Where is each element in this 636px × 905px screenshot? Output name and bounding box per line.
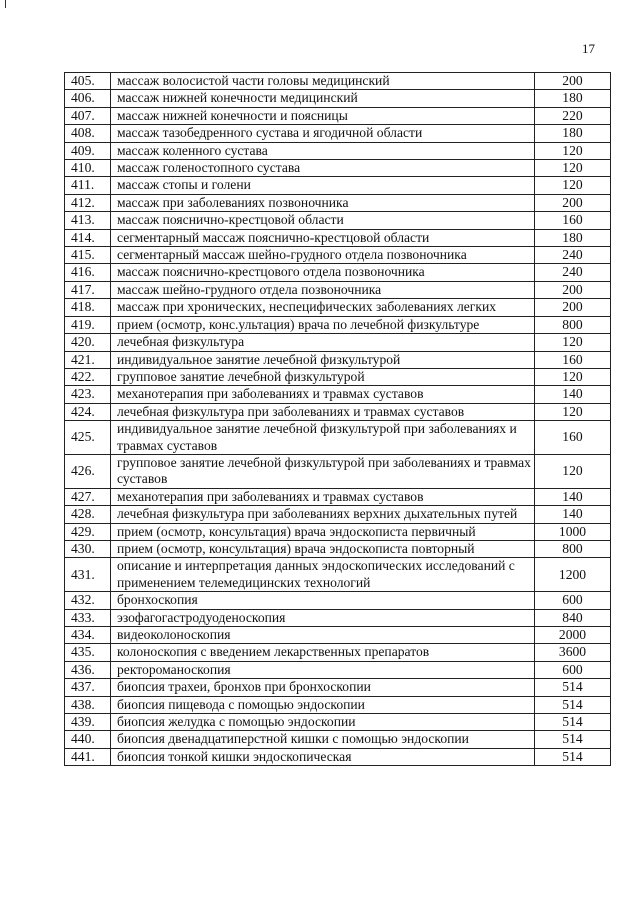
table-row: [65, 506, 611, 523]
row-number: 427.: [65, 488, 111, 505]
service-price: 200: [535, 194, 611, 211]
service-name: индивидуальное занятие лечебной физкультурой при заболеваниях и травмах суставов: [111, 421, 535, 455]
service-price: 120: [535, 160, 611, 177]
service-price: 200: [535, 299, 611, 316]
service-name: массаж голеностопного сустава: [111, 160, 535, 177]
row-number: 412.: [65, 194, 111, 211]
table-body: [65, 73, 611, 766]
row-number: 408.: [65, 125, 111, 142]
row-number: 430.: [65, 540, 111, 557]
service-name: биопсия двенадцатиперстной кишки с помощью эндоскопии: [111, 731, 535, 748]
row-number: 419.: [65, 316, 111, 333]
service-price: 514: [535, 731, 611, 748]
table-row: [65, 386, 611, 403]
row-number: 411.: [65, 177, 111, 194]
service-price: 514: [535, 679, 611, 696]
row-number: 424.: [65, 403, 111, 420]
table-row: [65, 316, 611, 333]
row-number: 406.: [65, 90, 111, 107]
row-number: 437.: [65, 679, 111, 696]
row-number: 435.: [65, 644, 111, 661]
table-row: [65, 264, 611, 281]
service-price: 140: [535, 488, 611, 505]
service-name: прием (осмотр, консультация) врача эндоскописта повторный: [111, 540, 535, 557]
service-name: сегментарный массаж пояснично-крестцовой области: [111, 229, 535, 246]
service-name: групповое занятие лечебной физкультурой: [111, 368, 535, 385]
table-row: [65, 540, 611, 557]
service-name: массаж волосистой части головы медицинский: [111, 73, 535, 90]
table-row: [65, 281, 611, 298]
table-row: [65, 592, 611, 609]
service-price: 600: [535, 661, 611, 678]
row-number: 407.: [65, 107, 111, 124]
table-row: [65, 299, 611, 316]
service-price: 180: [535, 90, 611, 107]
service-price: 180: [535, 125, 611, 142]
table-row: [65, 368, 611, 385]
row-number: 410.: [65, 160, 111, 177]
service-name: групповое занятие лечебной физкультурой при заболеваниях и травмах суставов: [111, 454, 535, 488]
row-number: 416.: [65, 264, 111, 281]
row-number: 431.: [65, 558, 111, 592]
service-name: бронхоскопия: [111, 592, 535, 609]
row-number: 439.: [65, 714, 111, 731]
service-name: лечебная физкультура при заболеваниях верхних дыхательных путей: [111, 506, 535, 523]
service-price: 840: [535, 609, 611, 626]
table-row: [65, 403, 611, 420]
row-number: 426.: [65, 454, 111, 488]
service-price: 120: [535, 142, 611, 159]
row-number: 421.: [65, 351, 111, 368]
table-row: [65, 558, 611, 592]
service-name: массаж нижней конечности и поясницы: [111, 107, 535, 124]
table-row: [65, 90, 611, 107]
table-row: [65, 627, 611, 644]
price-table: [64, 72, 611, 766]
row-number: 409.: [65, 142, 111, 159]
table-row: [65, 454, 611, 488]
row-number: 413.: [65, 212, 111, 229]
table-row: [65, 334, 611, 351]
service-name: биопсия желудка с помощью эндоскопии: [111, 714, 535, 731]
service-price: 220: [535, 107, 611, 124]
service-price: 120: [535, 403, 611, 420]
service-name: массаж нижней конечности медицинский: [111, 90, 535, 107]
table-row: [65, 351, 611, 368]
service-name: ректороманоскопия: [111, 661, 535, 678]
service-name: лечебная физкультура при заболеваниях и травмах суставов: [111, 403, 535, 420]
service-price: 160: [535, 212, 611, 229]
service-price: 180: [535, 229, 611, 246]
row-number: 441.: [65, 748, 111, 765]
service-price: 240: [535, 264, 611, 281]
row-number: 420.: [65, 334, 111, 351]
service-name: индивидуальное занятие лечебной физкультурой: [111, 351, 535, 368]
service-price: 514: [535, 748, 611, 765]
service-name: видеоколоноскопия: [111, 627, 535, 644]
service-name: прием (осмотр, конс.ультация) врача по лечебной физкультуре: [111, 316, 535, 333]
table-row: [65, 177, 611, 194]
table-row: [65, 194, 611, 211]
service-price: 160: [535, 351, 611, 368]
service-name: массаж при хронических, неспецифических заболеваниях легких: [111, 299, 535, 316]
service-name: биопсия трахеи, бронхов при бронхоскопии: [111, 679, 535, 696]
row-number: 429.: [65, 523, 111, 540]
service-name: массаж шейно-грудного отдела позвоночника: [111, 281, 535, 298]
scan-mark: [5, 0, 6, 8]
service-name: массаж пояснично-крестцового отдела позвоночника: [111, 264, 535, 281]
table-row: [65, 679, 611, 696]
service-name: массаж пояснично-крестцовой области: [111, 212, 535, 229]
service-price: 200: [535, 73, 611, 90]
service-price: 160: [535, 421, 611, 455]
table-row: [65, 160, 611, 177]
service-price: 800: [535, 540, 611, 557]
service-price: 1200: [535, 558, 611, 592]
row-number: 417.: [65, 281, 111, 298]
row-number: 438.: [65, 696, 111, 713]
row-number: 436.: [65, 661, 111, 678]
row-number: 428.: [65, 506, 111, 523]
service-name: механотерапия при заболеваниях и травмах суставов: [111, 488, 535, 505]
service-name: массаж тазобедренного сустава и ягодичной области: [111, 125, 535, 142]
table-row: [65, 488, 611, 505]
service-name: механотерапия при заболеваниях и травмах суставов: [111, 386, 535, 403]
table-row: [65, 523, 611, 540]
service-name: биопсия тонкой кишки эндоскопическая: [111, 748, 535, 765]
service-price: 514: [535, 714, 611, 731]
table-row: [65, 212, 611, 229]
service-price: 1000: [535, 523, 611, 540]
row-number: 422.: [65, 368, 111, 385]
table-row: [65, 247, 611, 264]
service-price: 200: [535, 281, 611, 298]
service-price: 3600: [535, 644, 611, 661]
table-row: [65, 661, 611, 678]
service-price: 2000: [535, 627, 611, 644]
service-name: колоноскопия с введением лекарственных препаратов: [111, 644, 535, 661]
row-number: 405.: [65, 73, 111, 90]
service-price: 140: [535, 506, 611, 523]
service-price: 140: [535, 386, 611, 403]
row-number: 425.: [65, 421, 111, 455]
row-number: 434.: [65, 627, 111, 644]
service-name: сегментарный массаж шейно-грудного отдела позвоночника: [111, 247, 535, 264]
service-name: массаж стопы и голени: [111, 177, 535, 194]
service-price: 120: [535, 368, 611, 385]
service-price: 120: [535, 454, 611, 488]
service-name: лечебная физкультура: [111, 334, 535, 351]
row-number: 415.: [65, 247, 111, 264]
service-price: 800: [535, 316, 611, 333]
table-row: [65, 421, 611, 455]
table-row: [65, 125, 611, 142]
service-price: 514: [535, 696, 611, 713]
service-price: 120: [535, 177, 611, 194]
service-price: 600: [535, 592, 611, 609]
table-row: [65, 714, 611, 731]
table-row: [65, 73, 611, 90]
table-row: [65, 609, 611, 626]
service-name: массаж при заболеваниях позвоночника: [111, 194, 535, 211]
table-row: [65, 644, 611, 661]
table-row: [65, 731, 611, 748]
service-price: 240: [535, 247, 611, 264]
table-row: [65, 142, 611, 159]
row-number: 423.: [65, 386, 111, 403]
service-name: биопсия пищевода с помощью эндоскопии: [111, 696, 535, 713]
table-row: [65, 229, 611, 246]
row-number: 414.: [65, 229, 111, 246]
row-number: 433.: [65, 609, 111, 626]
table-row: [65, 748, 611, 765]
service-name: прием (осмотр, консультация) врача эндоскописта первичный: [111, 523, 535, 540]
table-row: [65, 107, 611, 124]
row-number: 432.: [65, 592, 111, 609]
page-number: 17: [582, 41, 595, 56]
row-number: 418.: [65, 299, 111, 316]
service-name: эзофагогастродуоденоскопия: [111, 609, 535, 626]
service-name: описание и интерпретация данных эндоскопических исследований с применением телемедицинских технологий: [111, 558, 535, 592]
table-row: [65, 696, 611, 713]
service-price: 120: [535, 334, 611, 351]
row-number: 440.: [65, 731, 111, 748]
service-name: массаж коленного сустава: [111, 142, 535, 159]
